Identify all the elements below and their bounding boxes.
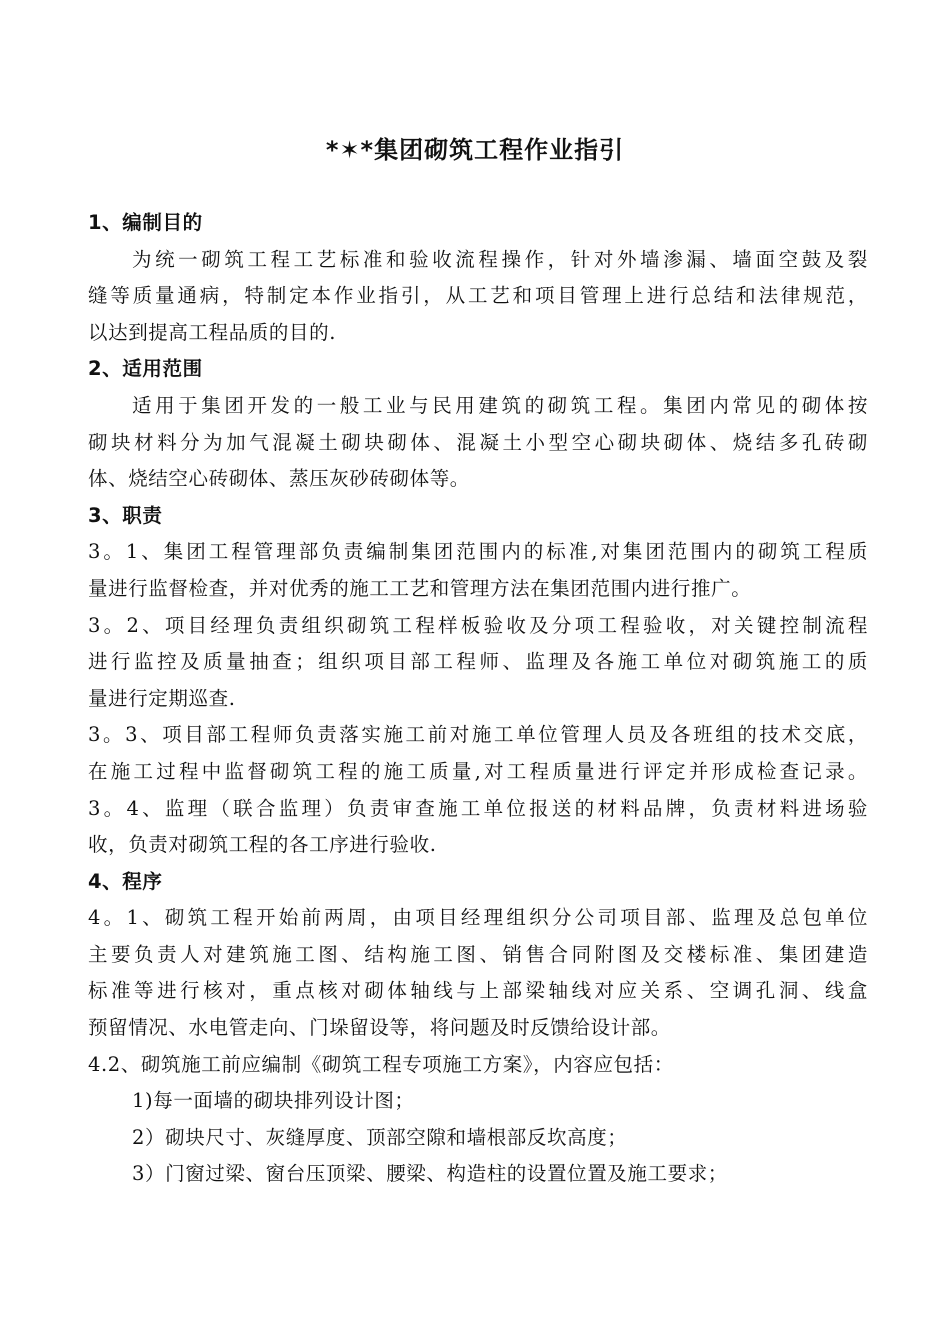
paragraph-line: 进行监控及质量抽查；组织项目部工程师、监理及各施工单位对砌筑施工的质 xyxy=(88,650,868,674)
paragraph-line: 4。1、砌筑工程开始前两周，由项目经理组织分公司项目部、监理及总包单位 xyxy=(88,906,868,930)
paragraph-line: 3。2、项目经理负责组织砌筑工程样板验收及分项工程验收，对关键控制流程 xyxy=(88,613,868,637)
section-heading: 4、程序 xyxy=(88,869,163,893)
paragraph-line: 适用于集团开发的一般工业与民用建筑的砌筑工程。集团内常见的砌体按 xyxy=(132,393,868,417)
paragraph-line: 主要负责人对建筑施工图、结构施工图、销售合同附图及交楼标准、集团建造 xyxy=(88,942,868,966)
section-heading: 3、职责 xyxy=(88,503,163,527)
section-heading: 2、适用范围 xyxy=(88,357,203,381)
paragraph-line: 3。3、项目部工程师负责落实施工前对施工单位管理人员及各班组的技术交底， xyxy=(88,723,868,747)
paragraph-line: 缝等质量通病，特制定本作业指引，从工艺和项目管理上进行总结和法律规范， xyxy=(88,284,868,308)
paragraph-line: 在施工过程中监督砌筑工程的施工质量,对工程质量进行评定并形成检查记录。 xyxy=(88,759,868,783)
paragraph-line: 预留情况、水电管走向、门垛留设等，将问题及时反馈给设计部。 xyxy=(88,1016,671,1040)
section-heading: 1、编制目的 xyxy=(88,211,203,234)
paragraph-line: 以达到提高工程品质的目的. xyxy=(88,320,336,344)
paragraph-line: 砌块材料分为加气混凝土砌块砌体、混凝土小型空心砌块砌体、烧结多孔砖砌 xyxy=(88,430,868,454)
paragraph-line: 量进行监督检查，并对优秀的施工工艺和管理方法在集团范围内进行推广。 xyxy=(88,576,752,600)
paragraph-line: 体、烧结空心砖砌体、蒸压灰砂砖砌体等。 xyxy=(88,467,470,491)
list-item: 3）门窗过梁、窗台压顶梁、腰梁、构造柱的设置位置及施工要求； xyxy=(132,1162,728,1186)
paragraph-line: 收，负责对砌筑工程的各工序进行验收. xyxy=(88,833,437,857)
paragraph-line: 3。1、集团工程管理部负责编制集团范围内的标准,对集团范围内的砌筑工程质 xyxy=(88,540,868,564)
paragraph-line: 量进行定期巡查. xyxy=(88,686,236,710)
list-item: 1)每一面墙的砌块排列设计图； xyxy=(132,1089,415,1113)
paragraph-line: 4.2、砌筑施工前应编制《砌筑工程专项施工方案》，内容应包括： xyxy=(88,1052,674,1076)
paragraph-line: 为统一砌筑工程工艺标准和验收流程操作，针对外墙渗漏、墙面空鼓及裂 xyxy=(132,247,868,271)
list-item: 2）砌块尺寸、灰缝厚度、顶部空隙和墙根部反坎高度； xyxy=(132,1125,628,1149)
document-title: *✶*集团砌筑工程作业指引 xyxy=(325,136,625,164)
paragraph-line: 标准等进行核对，重点核对砌体轴线与上部梁轴线对应关系、空调孔洞、线盒 xyxy=(88,979,868,1003)
paragraph-line: 3。4、监理（联合监理）负责审查施工单位报送的材料品牌，负责材料进场验 xyxy=(88,796,868,820)
document-body xyxy=(88,205,868,1193)
